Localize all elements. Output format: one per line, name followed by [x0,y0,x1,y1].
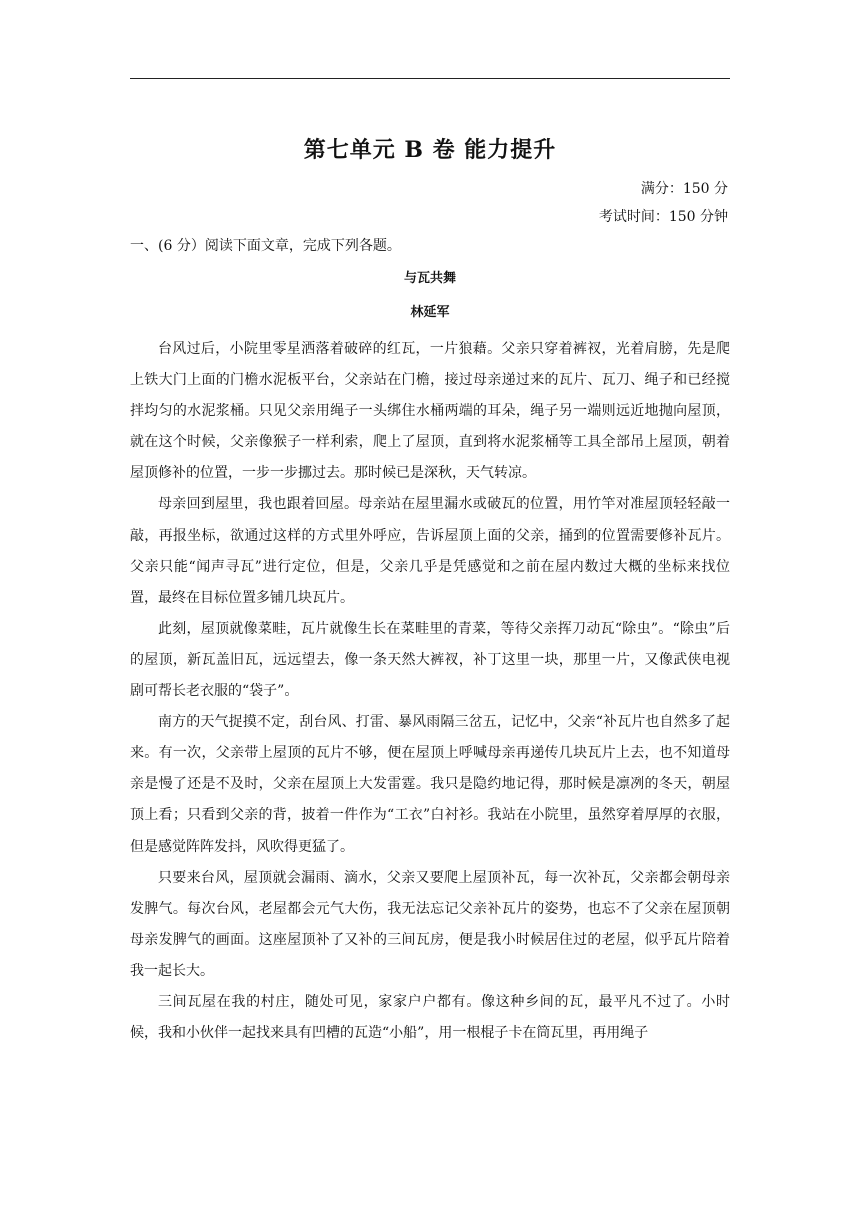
essay-title: 与瓦共舞 [403,271,456,286]
paragraph-2: 母亲回到屋里，我也跟着回屋。母亲站在屋里漏水或破瓦的位置，用竹竿对准屋顶轻轻敲一敲，再报坐标，欲通过这样的方式里外呼应，告诉屋顶上面的父亲，捅到的位置需要修补瓦片。父亲只能“闻声寻瓦”进行定位，但是，父亲几乎是凭感觉和之前在屋内数过大概的坐标来找位置，最终在目标位置多铺几块瓦片。 [130,496,730,606]
paragraph-5: 只要来台风，屋顶就会漏雨、滴水，父亲又要爬上屋顶补瓦，每一次补瓦，父亲都会朝母亲发脾气。每次台风，老屋都会元气大伤，我无法忘记父亲补瓦片的姿势，也忘不了父亲在屋顶朝母亲发脾气的画面。这座屋顶补了又补的三间瓦房，便是我小时候居住过的老屋，似乎瓦片陪着我一起长大。 [130,869,730,979]
paragraph-3: 此刻，屋顶就像菜畦，瓦片就像生长在菜畦里的青菜，等待父亲挥刀动瓦“除虫”。“除虫”后的屋顶，新瓦盖旧瓦，远远望去，像一条天然大裤衩，补丁这里一块，那里一片，又像武侠电视剧可帮长老衣服的“袋子”。 [130,620,730,700]
question-intro: 一、(6 分）阅读下面文章，完成下列各题。 [130,238,401,254]
header-rule [130,78,730,79]
paragraph-6: 三间瓦屋在我的村庄，随处可见，家家户户都有。像这种乡间的瓦，最平凡不过了。小时候，我和小伙伴一起找来具有凹槽的瓦造“小船”，用一根棍子卡在筒瓦里，再用绳子 [130,993,730,1042]
exam-time: 考试时间：150 分钟 [598,209,728,225]
paragraph-4: 南方的天气捉摸不定，刮台风、打雷、暴风雨隔三岔五，记忆中，父亲“补瓦片也自然多了起来。有一次，父亲带上屋顶的瓦片不够，便在屋顶上呼喊母亲再递传几块瓦片上去，也不知道母亲是慢了还是不及时，父亲在屋顶上大发雷霆。我只是隐约地记得，那时候是凛冽的冬天，朝屋顶上看；只看到父亲的背，披着一件作为“工衣”白衬衫。我站在小院里，虽然穿着厚厚的衣服，但是感觉阵阵发抖，风吹得更猛了。 [130,714,730,855]
essay-body [130,334,730,1049]
paragraph-1: 台风过后，小院里零星洒落着破碎的红瓦，一片狼藉。父亲只穿着裤衩，光着肩膀，先是爬上铁大门上面的门檐水泥板平台，父亲站在门檐，接过母亲递过来的瓦片、瓦刀、绳子和已经搅拌均匀的水泥浆桶。只见父亲用绳子一头绑住水桶两端的耳朵，绳子另一端则远近地抛向屋顶，就在这个时候，父亲像猴子一样利索，爬上了屋顶，直到将水泥浆桶等工具全部吊上屋顶，朝着屋顶修补的位置，一步一步挪过去。那时候已是深秋，天气转凉。 [130,341,730,482]
author-name: 林延军 [410,305,450,320]
page-title: 第七单元 B 卷 能力提升 [303,137,557,163]
full-score: 满分：150 分 [640,181,728,197]
